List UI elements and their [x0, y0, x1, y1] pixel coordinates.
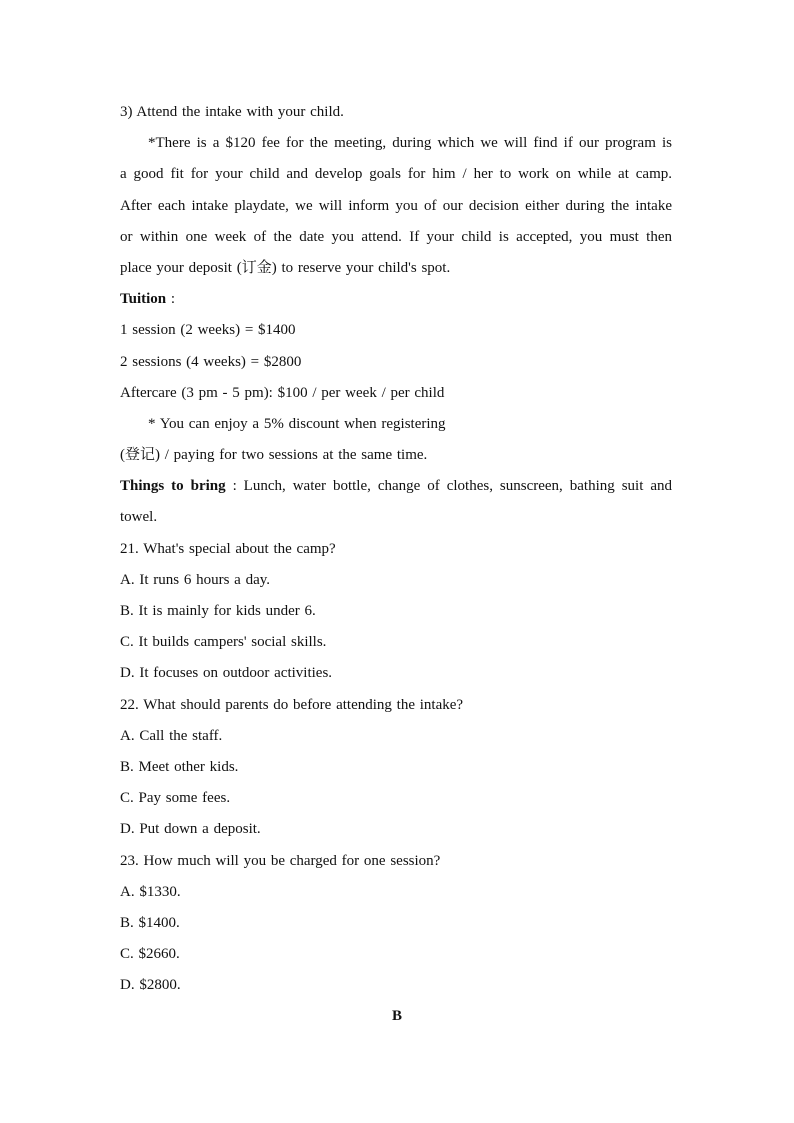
intake-paragraph-line: After each intake playdate, we will inform you of our decision either during the intake: [120, 197, 672, 214]
question-22-option-b: B. Meet other kids.: [120, 758, 239, 775]
intake-paragraph-line: place your deposit (订金) to reserve your child's spot.: [120, 259, 451, 276]
question-21-option-a: A. It runs 6 hours a day.: [120, 571, 271, 588]
intake-paragraph-line: a good fit for your child and develop goals for him / her to work on while at camp.: [120, 166, 672, 183]
question-22-option-c: C. Pay some fees.: [120, 790, 231, 807]
tuition-note-line: (登记) / paying for two sessions at the same time.: [120, 447, 428, 464]
section-label: B: [391, 1008, 402, 1025]
tuition-item: 1 session (2 weeks) = $1400: [120, 322, 296, 339]
tuition-item: Aftercare (3 pm - 5 pm): $100 / per week / per child: [120, 384, 445, 401]
question-23-option-d: D. $2800.: [120, 977, 181, 994]
question-23-option-c: C. $2660.: [120, 946, 180, 963]
question-23-option-a: A. $1330.: [120, 883, 181, 900]
tuition-note-line: * You can enjoy a 5% discount when registering: [148, 415, 446, 432]
tuition-item: 2 sessions (4 weeks) = $2800: [120, 353, 302, 370]
question-22: 22. What should parents do before attending the intake?: [120, 696, 464, 713]
bring-text: : Lunch, water bottle, change of clothes, sunscreen, bathing suit and: [225, 478, 672, 495]
question-23-option-b: B. $1400.: [120, 914, 180, 931]
intake-paragraph-line: or within one week of the date you attend. If your child is accepted, you must then: [120, 228, 672, 245]
question-23: 23. How much will you be charged for one session?: [120, 852, 441, 869]
tuition-colon: :: [166, 291, 176, 308]
question-21: 21. What's special about the camp?: [120, 540, 336, 557]
question-21-option-d: D. It focuses on outdoor activities.: [120, 665, 333, 682]
question-22-option-d: D. Put down a deposit.: [120, 821, 261, 838]
tuition-heading-line: [120, 288, 672, 319]
bring-heading: Things to bring: [120, 478, 226, 495]
question-22-option-a: A. Call the staff.: [120, 727, 223, 744]
bring-line: [120, 475, 672, 506]
question-21-option-c: C. It builds campers' social skills.: [120, 634, 327, 651]
question-21-option-b: B. It is mainly for kids under 6.: [120, 603, 316, 619]
tuition-heading: Tuition: [120, 291, 167, 308]
bring-text-cont: towel.: [120, 509, 158, 526]
intake-step: 3) Attend the intake with your child.: [120, 104, 344, 120]
intake-paragraph-line: *There is a $120 fee for the meeting, during which we will find if our program is: [148, 135, 672, 152]
